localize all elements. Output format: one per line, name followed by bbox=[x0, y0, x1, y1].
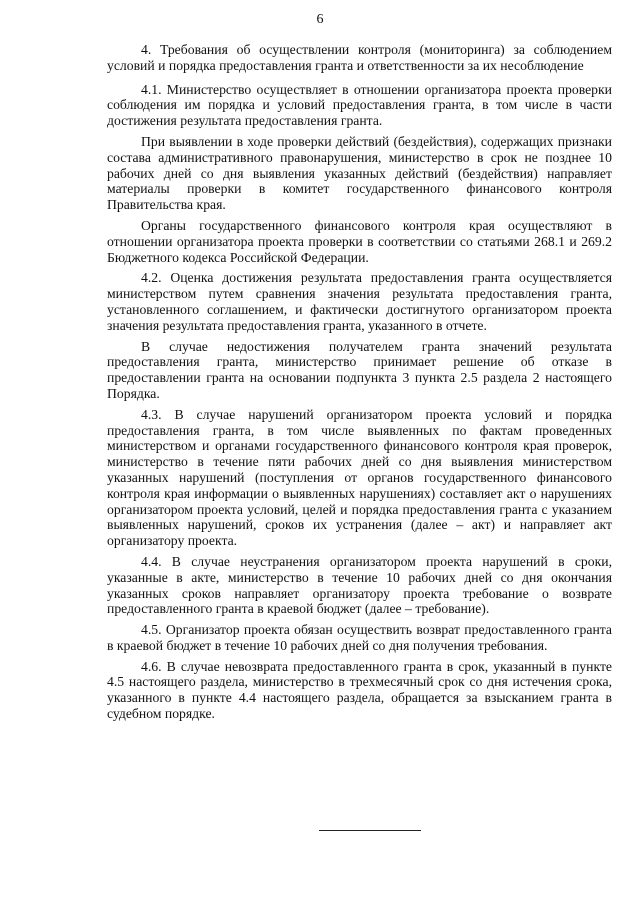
paragraph-non-achievement: В случае недостижения получателем гранта значений результата предоставления гранта, министерство принимает решение об отказе в предоставлении гранта на основании подпункта 3 пункта 2.5 раздела 2 настоящего Порядка. bbox=[107, 338, 612, 401]
paragraph-4-5: 4.5. Организатор проекта обязан осуществить возврат предоставленного гранта в краевой бюджет в течение 10 рабочих дней со дня получения требования. bbox=[107, 622, 612, 653]
paragraph-financial-control: Органы государственного финансового контроля края осуществляют в отношении организатора проекта проверки в соответствии со статьями 268.1 и 269.2 Бюджетного кодекса Российской Федерации. bbox=[107, 217, 612, 265]
paragraph-4-6: 4.6. В случае невозврата предоставленного гранта в срок, указанный в пункте 4.5 настоящего раздела, министерство в трехмесячный срок со дня истечения срока, указанного в пункте 4.4 настоящего раздела, обращается за взысканием гранта в судебном порядке. bbox=[107, 658, 612, 722]
section-title: 4. Требования об осуществлении контроля (мониторинга) за соблюдением условий и порядка предоставления гранта и ответственности за их несоблюдение bbox=[107, 42, 612, 73]
paragraph-4-2: 4.2. Оценка достижения результата предоставления гранта осуществляется министерством путем сравнения значения результата предоставления гранта, установленного соглашением, и фактически достигнутого организатором проекта значения результата предоставления гранта, указанного в отчете. bbox=[107, 270, 612, 333]
closing-rule bbox=[319, 830, 421, 831]
document-body bbox=[107, 42, 612, 727]
page-number: 6 bbox=[316, 12, 324, 27]
paragraph-4-3: 4.3. В случае нарушений организатором проекта условий и порядка предоставления гранта, в том числе выявленных по фактам проведенных министерством и органами государственного финансового контроля края проверок, министерство в течение пяти рабочих дней со дня выявления министерством указанных нарушений (поступления от органов государственного финансового контроля края информации о выявленных нарушениях) составляет акт о нарушениях организатором проекта условий, целей и порядка предоставления гранта с указанием выявленных нарушений, сроков их устранения (далее – акт) и направляет акт организатору проекта. bbox=[107, 406, 612, 549]
paragraph-4-1: 4.1. Министерство осуществляет в отношении организатора проекта проверки соблюдения им порядка и условий предоставления гранта, в том числе в части достижения результата предоставления гранта. bbox=[107, 81, 612, 129]
paragraph-admin-violation: При выявлении в ходе проверки действий (бездействия), содержащих признаки состава административного правонарушения, министерство в срок не позднее 10 рабочих дней со дня выявления указанных действий (бездействия) направляет материалы проверки в комитет государственного финансового контроля Правительства края. bbox=[107, 133, 612, 213]
paragraph-4-4: 4.4. В случае неустранения организатором проекта нарушений в сроки, указанные в акте, министерство в течение 10 рабочих дней со дня окончания указанных сроков направляет организатору проекта требование о возврате предоставленного гранта в краевой бюджет (далее – требование). bbox=[107, 553, 612, 617]
